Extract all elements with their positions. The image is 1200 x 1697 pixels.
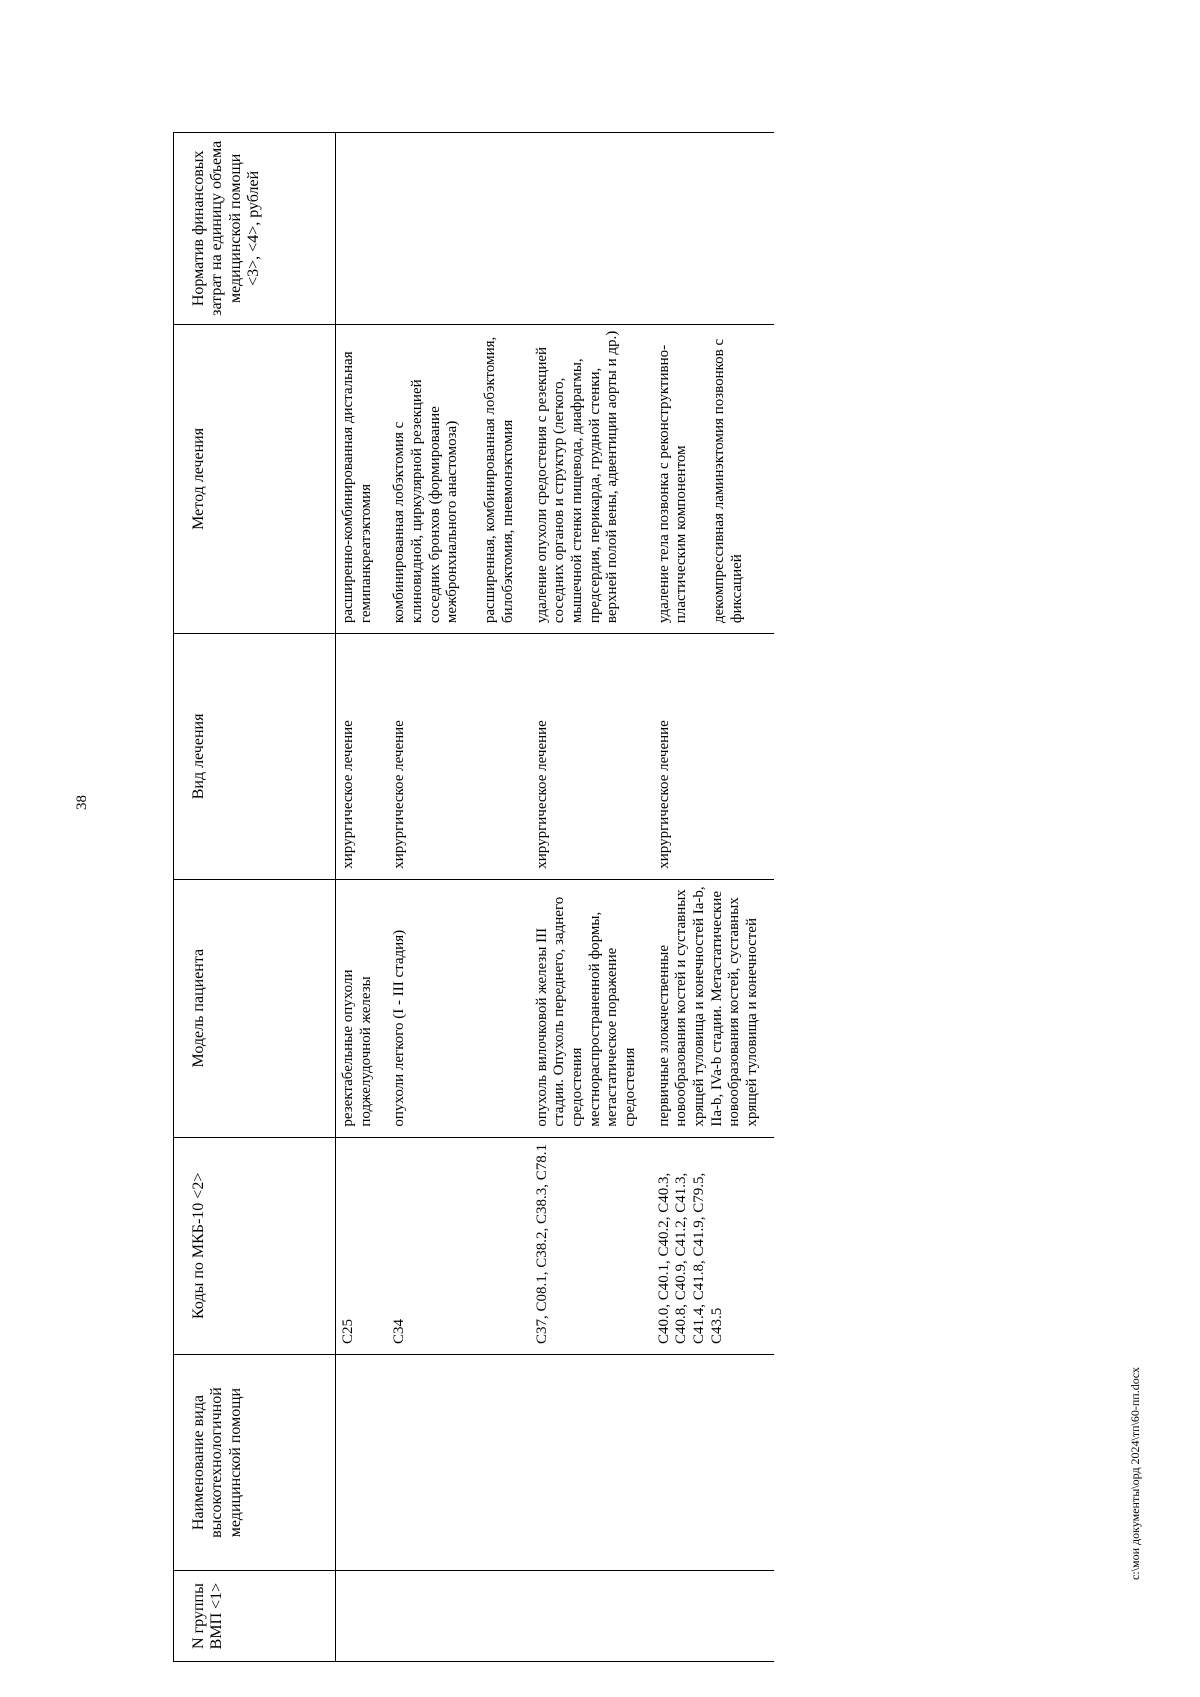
table-row — [387, 133, 529, 1662]
method-text: расширенно-комбинированная дистальная гемипанкреатэктомия — [340, 351, 374, 624]
cell-vmp-name — [652, 1354, 774, 1570]
table-header-row — [174, 133, 336, 1662]
header-patient-model: Модель пациента — [174, 879, 336, 1137]
method-text: комбинированная лобэктомия с клиновидной, циркулярной резекцией соседних бронхов (формирование межбронхиального анастомоза) — [391, 379, 461, 624]
cell-cost-norm — [530, 133, 652, 325]
cell-treatment-method — [336, 324, 388, 633]
cell-group-no — [336, 1571, 388, 1662]
cell-icd-codes: C34 — [387, 1137, 529, 1354]
cell-treatment-method — [387, 324, 529, 633]
cell-treatment-method — [530, 324, 652, 633]
method-text: удаление опухоли средостения с резекцией соседних органов и структур (легкого, мышечной стенки пищевода, диафрагмы, предсердия, перикарда, грудной стенки, верхней полой вены, адвентиции аорты и др.) — [533, 330, 621, 624]
method-text: удаление тела позвонка с реконструктивно-пластическим компонентом — [655, 344, 690, 624]
cell-vmp-name — [336, 1354, 388, 1570]
footer-file-path: c:\мои документы\орд 2024\тп\60-пп.docx — [1128, 1366, 1142, 1580]
cell-cost-norm — [336, 133, 388, 325]
cell-vmp-name — [387, 1354, 529, 1570]
cell-patient-model: опухоли легкого (I - III стадия) — [387, 879, 529, 1137]
cell-patient-model: резектабельные опухоли поджелудочной железы — [336, 879, 388, 1137]
vmp-table — [173, 132, 774, 1662]
header-cost-norm: Норматив финансовых затрат на единицу объема медицинской помощи <3>, <4>, рублей — [174, 133, 336, 325]
cell-icd-codes: C40.0, C40.1, C40.2, C40.3, C40.8, C40.9, C41.2, C41.3, C41.4, C41.8, C41.9, C79.5, C43.5 — [652, 1137, 774, 1354]
cell-treatment-type: хирургическое лечение — [387, 634, 529, 880]
cell-group-no — [387, 1571, 529, 1662]
cell-vmp-name — [530, 1354, 652, 1570]
page-number: 38 — [74, 795, 90, 810]
cell-group-no — [652, 1571, 774, 1662]
cell-group-no — [530, 1571, 652, 1662]
header-icd-codes: Коды по МКБ-10 <2> — [174, 1137, 336, 1354]
header-treatment-method: Метод лечения — [174, 324, 336, 633]
cell-treatment-type: хирургическое лечение — [336, 634, 388, 880]
cell-patient-model: первичные злокачественные новообразования костей и суставных хрящей туловища и конечностей Ia-b, IIa-b, IVa-b стадии. Метастатические новообразования костей, суставных хрящей туловища и конечностей — [652, 879, 774, 1137]
method-text: декомпрессивная ламинэктомия позвонков с фиксацией — [711, 338, 745, 624]
method-text: расширенная, комбинированная лобэктомия, билобэктомия, пневмонэктомия — [482, 336, 516, 624]
header-group-no: N группы ВМП <1> — [174, 1571, 336, 1662]
cell-patient-model: опухоль вилочковой железы III стадии. Опухоль переднего, заднего средостения местнораспространенной формы, метастатическое поражение средостения — [530, 879, 652, 1137]
cell-treatment-type: хирургическое лечение — [652, 634, 774, 880]
cell-cost-norm — [387, 133, 529, 325]
cell-icd-codes: C37, C08.1, C38.2, C38.3, C78.1 — [530, 1137, 652, 1354]
vmp-table-frame — [173, 132, 1200, 1662]
cell-treatment-type: хирургическое лечение — [530, 634, 652, 880]
header-treatment-type: Вид лечения — [174, 634, 336, 880]
table-row — [530, 133, 652, 1662]
cell-treatment-method — [652, 324, 774, 633]
table-row — [652, 133, 774, 1662]
table-row — [336, 133, 388, 1662]
cell-cost-norm — [652, 133, 774, 325]
cell-icd-codes: C25 — [336, 1137, 388, 1354]
header-vmp-name: Наименование вида высокотехнологичной медицинской помощи — [174, 1354, 336, 1570]
